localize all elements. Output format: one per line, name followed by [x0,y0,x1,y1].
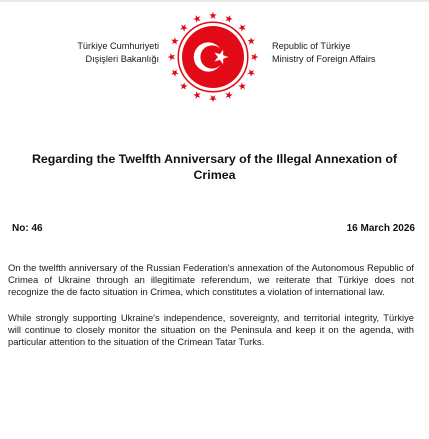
seal-ring-star-icon [247,37,254,44]
org-name-turkish-line-1: Türkiye Cumhuriyeti [77,41,159,51]
body-paragraph-1: On the twelfth anniversary of the Russian Federation's annexation of the Autonomous Republic of Crimea of Ukraine through an illegitimate referendum, we reiterate that Türkiye does not recognize the de facto situation in Crimea, which constitutes a violation of international law. [8,262,414,297]
seal-ring-star-icon [238,82,245,89]
seal-ring-star-icon [180,82,187,89]
org-name-english-line-2: Ministry of Foreign Affairs [272,54,376,64]
seal-ring-star-icon [171,69,178,76]
org-name-turkish [77,40,159,66]
letterhead [0,8,429,113]
document-body [8,262,414,362]
body-paragraph-2: While strongly supporting Ukraine's independence, sovereignty, and territorial integrity, Türkiye will continue to closely monitor the situation on the Peninsula and keep it on the agenda, with particular attention to the situation of the Crimean Tatar Turks. [8,312,414,347]
top-divider [0,0,429,2]
seal-ring-star-icon [209,12,217,19]
seal-ring-star-icon [171,37,178,44]
org-name-turkish-line-2: Dışişleri Bakanlığı [85,54,159,64]
seal-ring-star-icon [238,24,245,31]
document-meta [12,222,415,236]
document-title: Regarding the Twelfth Anniversary of the Illegal Annexation of Crimea [31,152,398,182]
crescent-star-seal-icon [166,10,260,104]
seal-ring-star-icon [180,24,187,31]
seal-ring-star-icon [209,95,217,102]
document-number: No: 46 [12,223,43,234]
seal-ring-star-icon [168,53,175,61]
seal-ring-star-icon [247,69,254,76]
seal-ring-star-icon [193,15,200,22]
seal-ring-star-icon [193,91,200,98]
seal-ring-star-icon [225,91,232,98]
seal-ring-star-icon [251,53,258,61]
org-name-english-line-1: Republic of Türkiye [272,41,351,51]
org-name-english [272,40,375,66]
seal-ring-star-icon [225,15,232,22]
document-date: 16 March 2026 [346,223,415,234]
